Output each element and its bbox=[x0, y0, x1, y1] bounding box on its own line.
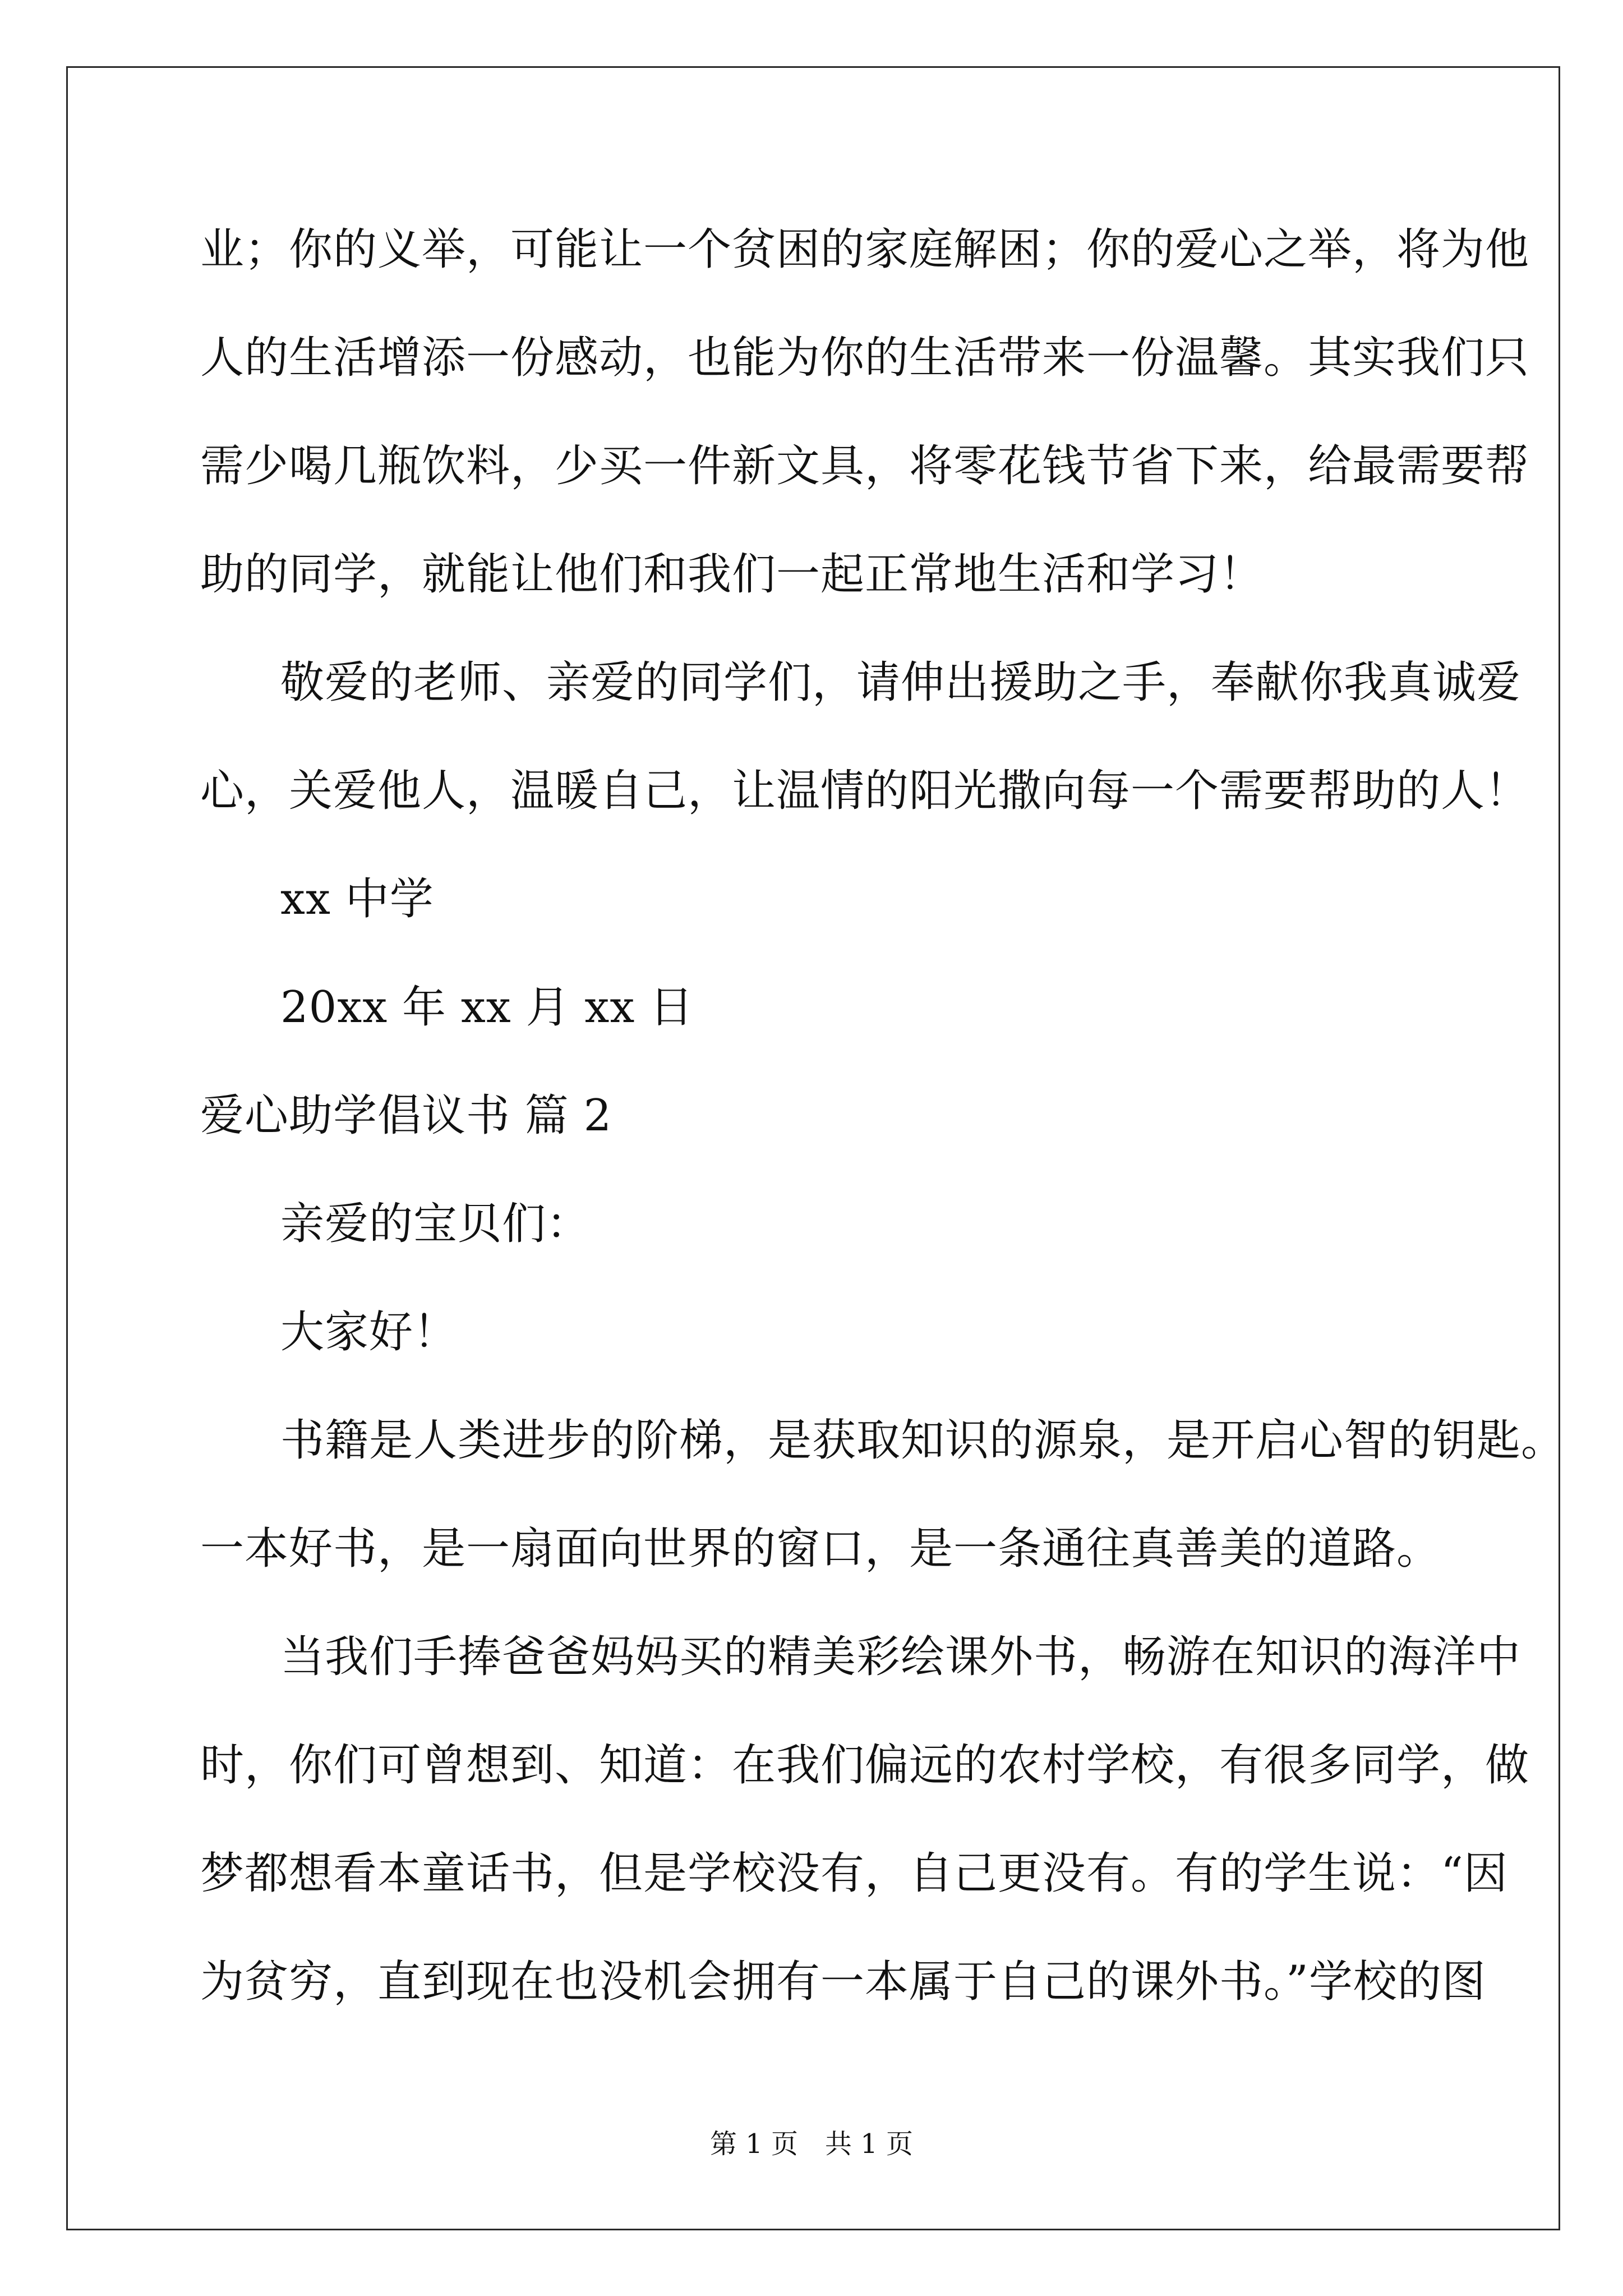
text-line-17: 为贫穷，直到现在也没机会拥有一本属于自己的课外书。”学校的图 bbox=[200, 1957, 1486, 2007]
salutation: 亲爱的宝贝们： bbox=[280, 1199, 591, 1249]
text-line-2: 人的生活增添一份感动，也能为你的生活带来一份温馨。其实我们只 bbox=[200, 333, 1530, 383]
text-line-16: 梦都想看本童话书，但是学校没有，自己更没有。有的学生说：“因 bbox=[200, 1848, 1508, 1899]
text-line-3: 需少喝几瓶饮料，少买一件新文具，将零花钱节省下来，给最需要帮 bbox=[200, 441, 1530, 491]
text-line-5: 敬爱的老师、亲爱的同学们，请伸出援助之手，奉献你我真诚爱 bbox=[280, 657, 1521, 708]
signature-school: xx 中学 bbox=[280, 874, 434, 924]
text-line-6: 心，关爱他人，温暖自己，让温情的阳光撒向每一个需要帮助的人！ bbox=[200, 766, 1530, 816]
text-line-1: 业；你的义举，可能让一个贫困的家庭解困；你的爱心之举，将为他 bbox=[200, 224, 1530, 275]
text-line-4: 助的同学，就能让他们和我们一起正常地生活和学习！ bbox=[200, 549, 1264, 600]
text-line-15: 时，你们可曾想到、知道：在我们偏远的农村学校，有很多同学，做 bbox=[200, 1740, 1530, 1791]
section-title: 爱心助学倡议书 篇 2 bbox=[200, 1091, 612, 1141]
signature-date: 20xx 年 xx 月 xx 日 bbox=[280, 982, 694, 1033]
greeting: 大家好！ bbox=[280, 1307, 458, 1358]
text-line-14: 当我们手捧爸爸妈妈买的精美彩绘课外书，畅游在知识的海洋中 bbox=[280, 1632, 1521, 1682]
page-footer: 第 1 页 共 1 页 bbox=[709, 2128, 914, 2160]
page-border bbox=[66, 66, 1560, 2230]
text-line-13: 一本好书，是一扇面向世界的窗口，是一条通往真善美的道路。 bbox=[200, 1524, 1441, 1574]
text-line-12: 书籍是人类进步的阶梯，是获取知识的源泉，是开启心智的钥匙。 bbox=[280, 1415, 1566, 1466]
